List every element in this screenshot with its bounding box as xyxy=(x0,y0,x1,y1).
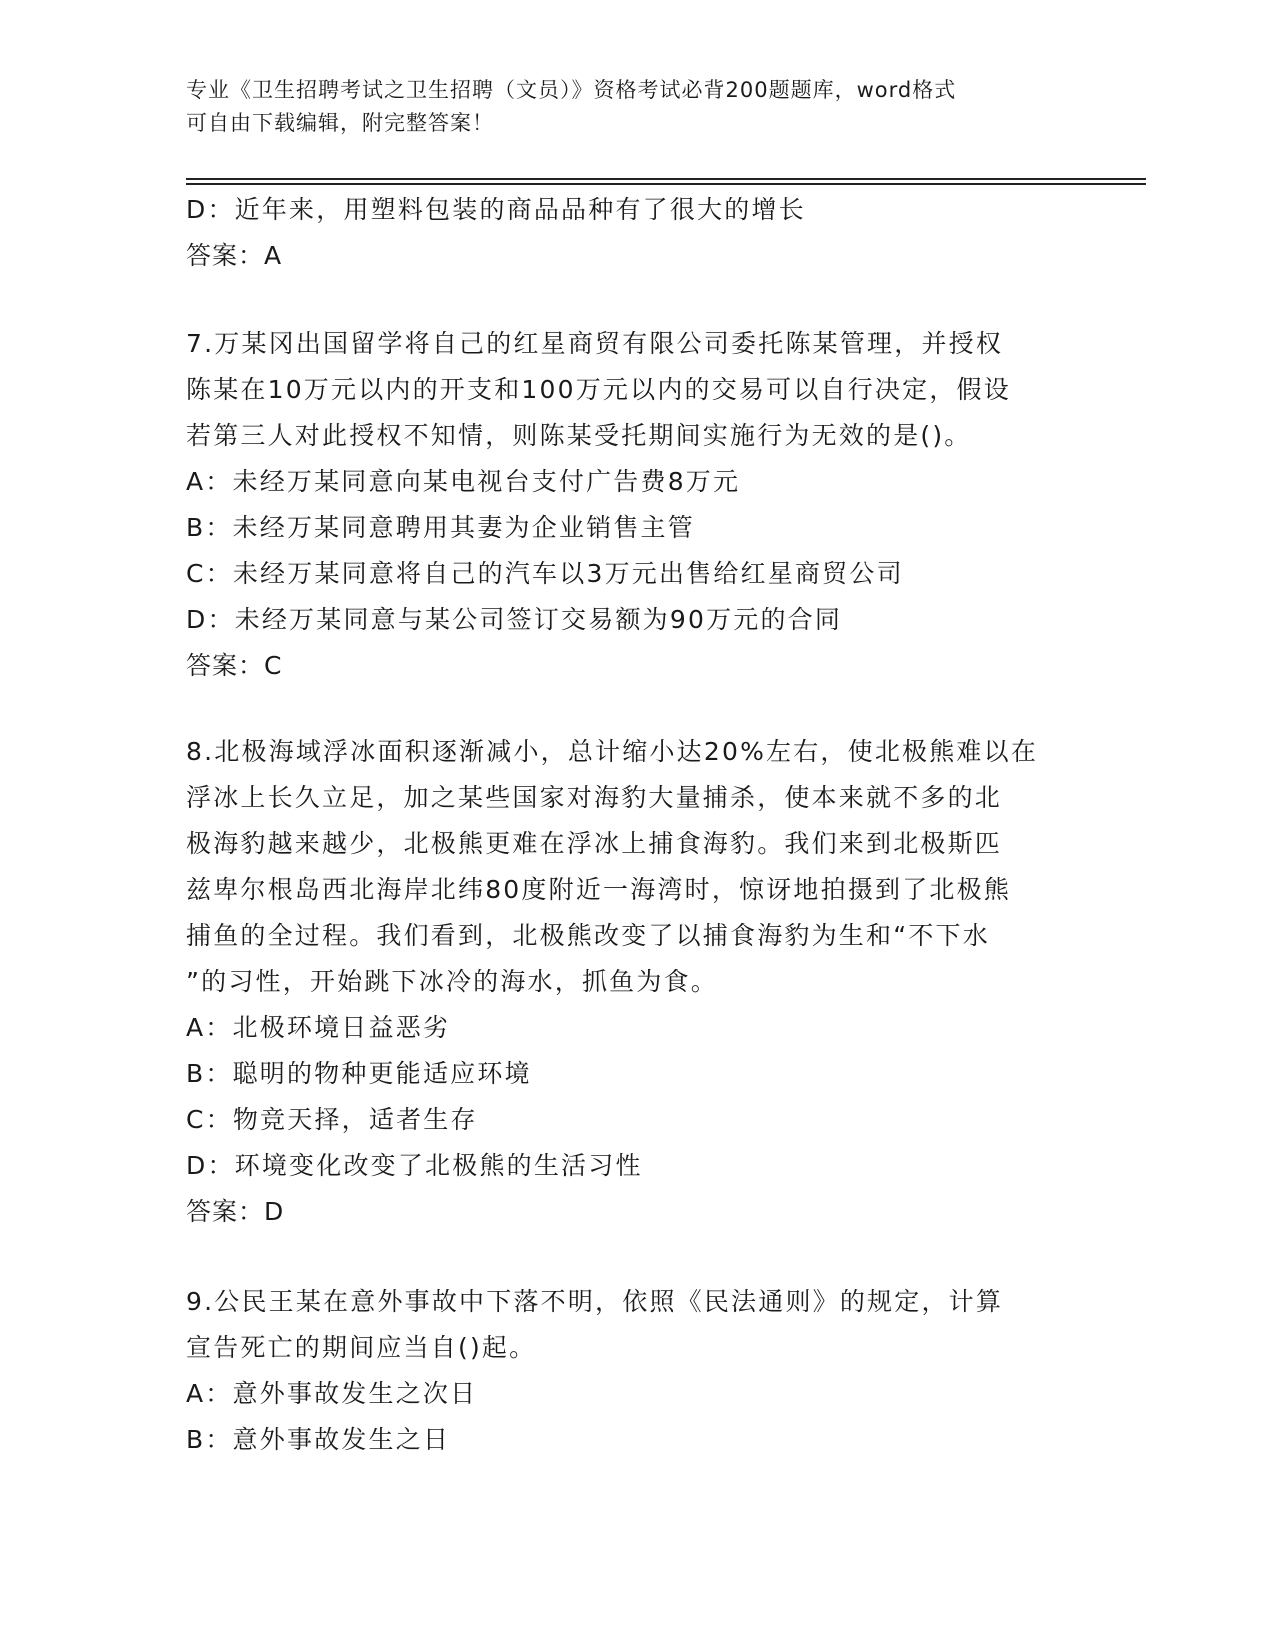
answer-line: 答案：D xyxy=(186,1197,285,1226)
question-stem-line: 极海豹越来越少，北极熊更难在浮冰上捕食海豹。我们来到北极斯匹 xyxy=(186,829,1003,858)
option-d: D：环境变化改变了北极熊的生活习性 xyxy=(186,1151,643,1180)
question-9 xyxy=(186,1279,1086,1463)
question-stem-line: 9.公民王某在意外事故中下落不明，依照《民法通则》的规定，计算 xyxy=(186,1287,1004,1316)
question-7 xyxy=(186,321,1086,689)
question-stem-line: 8.北极海域浮冰面积逐渐减小，总计缩小达20%左右，使北极熊难以在 xyxy=(186,737,1039,766)
option-b: B：未经万某同意聘用其妻为企业销售主管 xyxy=(186,513,695,542)
option-a: A：北极环境日益恶劣 xyxy=(186,1013,451,1042)
question-8 xyxy=(186,729,1086,1235)
option-b: B：意外事故发生之日 xyxy=(186,1425,451,1454)
option-a: A：未经万某同意向某电视台支付广告费8万元 xyxy=(186,467,741,496)
answer-line: 答案：A xyxy=(186,241,283,270)
option-c: C：未经万某同意将自己的汽车以3万元出售给红星商贸公司 xyxy=(186,559,904,588)
option-d: D：近年来，用塑料包装的商品品种有了很大的增长 xyxy=(186,195,806,224)
option-a: A：意外事故发生之次日 xyxy=(186,1379,478,1408)
question-stem-line: 7.万某冈出国留学将自己的红星商贸有限公司委托陈某管理，并授权 xyxy=(186,329,1004,358)
option-d: D：未经万某同意与某公司签订交易额为90万元的合同 xyxy=(186,605,843,634)
answer-line: 答案：C xyxy=(186,651,283,680)
header-divider-bottom xyxy=(186,183,1146,185)
option-c: C：物竞天择，适者生存 xyxy=(186,1105,478,1134)
question-stem-line: 兹卑尔根岛西北海岸北纬80度附近一海湾时，惊讶地拍摄到了北极熊 xyxy=(186,875,1012,904)
question-content xyxy=(186,187,1086,1463)
page-header xyxy=(186,74,1066,140)
question-stem-line: 陈某在10万元以内的开支和100万元以内的交易可以自行决定，假设 xyxy=(186,375,1011,404)
header-divider-top xyxy=(186,178,1146,180)
option-b: B：聪明的物种更能适应环境 xyxy=(186,1059,532,1088)
question-stem-line: ”的习性，开始跳下冰冷的海水，抓鱼为食。 xyxy=(186,967,718,996)
question-stem-line: 宣告死亡的期间应当自()起。 xyxy=(186,1333,537,1362)
question-stem-line: 捕鱼的全过程。我们看到，北极熊改变了以捕食海豹为生和“不下水 xyxy=(186,921,990,950)
header-title-line-1: 专业《卫生招聘考试之卫生招聘（文员）》资格考试必背200题题库，word格式 xyxy=(186,78,957,102)
header-title-line-2: 可自由下载编辑，附完整答案！ xyxy=(186,111,494,135)
question-stem-line: 浮冰上长久立足，加之某些国家对海豹大量捕杀，使本来就不多的北 xyxy=(186,783,1003,812)
question-stem-line: 若第三人对此授权不知情，则陈某受托期间实施行为无效的是()。 xyxy=(186,421,972,450)
